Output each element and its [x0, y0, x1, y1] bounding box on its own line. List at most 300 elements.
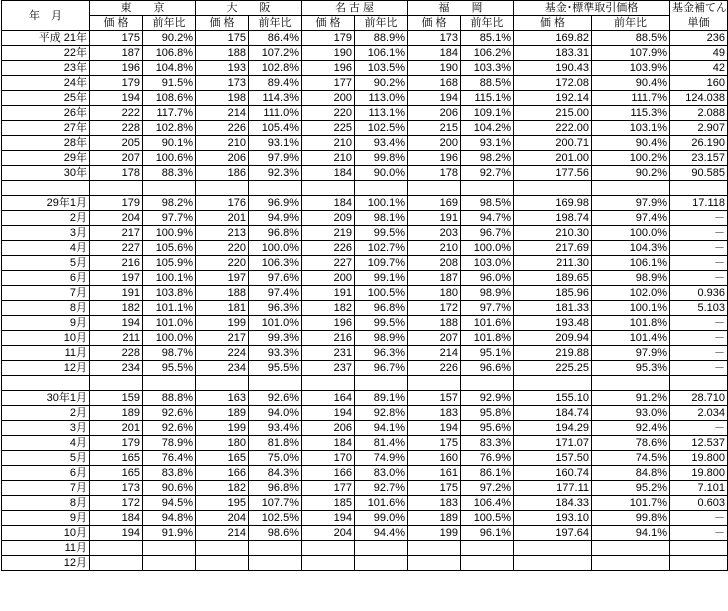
table-row — [2, 391, 728, 406]
header-price: 価 格 — [196, 16, 249, 31]
value-cell: 193.10 — [514, 511, 592, 526]
value-cell: 194.29 — [514, 421, 592, 436]
period-cell: 5月 — [2, 451, 90, 466]
spacer-cell — [143, 181, 196, 196]
value-cell: 169.98 — [514, 196, 592, 211]
value-cell: 103.5% — [355, 61, 408, 76]
table-row — [2, 511, 728, 526]
value-cell: 161 — [408, 466, 461, 481]
period-cell: 10月 — [2, 526, 90, 541]
value-cell: 96.0% — [461, 271, 514, 286]
value-cell: 196 — [302, 61, 355, 76]
value-cell: 187 — [90, 46, 143, 61]
value-cell: 102.5% — [249, 511, 302, 526]
value-cell: 187 — [408, 271, 461, 286]
value-cell: 163 — [196, 391, 249, 406]
value-cell: 184.33 — [514, 496, 592, 511]
value-cell — [461, 556, 514, 571]
value-cell: 92.7% — [461, 166, 514, 181]
spacer-row — [2, 181, 728, 196]
table-row — [2, 286, 728, 301]
value-cell: 194 — [302, 406, 355, 421]
value-cell — [670, 541, 728, 556]
value-cell — [408, 556, 461, 571]
value-cell: 181.33 — [514, 301, 592, 316]
value-cell — [249, 541, 302, 556]
value-cell: 171.07 — [514, 436, 592, 451]
value-cell: 92.8% — [355, 406, 408, 421]
value-cell: 166 — [196, 466, 249, 481]
value-cell: 234 — [90, 361, 143, 376]
value-cell: 95.5% — [143, 361, 196, 376]
period-cell: 2月 — [2, 406, 90, 421]
value-cell: 106.1% — [355, 46, 408, 61]
value-cell: 214 — [196, 526, 249, 541]
value-cell: 165 — [196, 451, 249, 466]
value-cell: 100.0% — [461, 241, 514, 256]
period-cell: 8月 — [2, 496, 90, 511]
value-cell: 101.4% — [592, 331, 670, 346]
value-cell: 216 — [302, 331, 355, 346]
value-cell: 207 — [90, 151, 143, 166]
value-cell: 90.1% — [143, 136, 196, 151]
value-cell: 198.74 — [514, 211, 592, 226]
value-cell: 183 — [408, 496, 461, 511]
value-cell: 26.190 — [670, 136, 728, 151]
value-cell: 98.2% — [461, 151, 514, 166]
period-cell: 3月 — [2, 421, 90, 436]
value-cell: 177 — [302, 481, 355, 496]
header-price: 価 格 — [90, 16, 143, 31]
table-row — [2, 76, 728, 91]
value-cell: 96.7% — [355, 361, 408, 376]
value-cell: 165 — [90, 451, 143, 466]
value-cell: 201 — [196, 211, 249, 226]
table-row — [2, 121, 728, 136]
value-cell: 106.4% — [461, 496, 514, 511]
spacer-cell — [408, 376, 461, 391]
value-cell: 209.94 — [514, 331, 592, 346]
value-cell: 96.8% — [355, 301, 408, 316]
period-cell: 30年1月 — [2, 391, 90, 406]
value-cell: 228 — [90, 346, 143, 361]
value-cell: 197 — [90, 271, 143, 286]
value-cell: 111.7% — [592, 91, 670, 106]
spacer-cell — [249, 181, 302, 196]
header-yoy: 前年比 — [461, 16, 514, 31]
value-cell: 83.0% — [355, 466, 408, 481]
value-cell: 177 — [302, 76, 355, 91]
value-cell: 98.2% — [143, 196, 196, 211]
value-cell: 222 — [90, 106, 143, 121]
header-yoy: 前年比 — [143, 16, 196, 31]
value-cell: 185.96 — [514, 286, 592, 301]
value-cell: 224 — [196, 346, 249, 361]
value-cell: 159 — [90, 391, 143, 406]
value-cell: 101.6% — [461, 316, 514, 331]
value-cell: 173 — [408, 31, 461, 46]
table-row — [2, 31, 728, 46]
value-cell: 173 — [90, 481, 143, 496]
period-cell: 12月 — [2, 361, 90, 376]
value-cell: 96.1% — [461, 526, 514, 541]
value-cell: 184 — [302, 166, 355, 181]
value-cell: 97.6% — [249, 271, 302, 286]
value-cell: 93.4% — [249, 421, 302, 436]
value-cell: 103.9% — [592, 61, 670, 76]
value-cell: 113.0% — [355, 91, 408, 106]
value-cell: 201 — [90, 421, 143, 436]
value-cell: 101.6% — [355, 496, 408, 511]
spacer-cell — [196, 376, 249, 391]
table-row — [2, 541, 728, 556]
value-cell: － — [670, 511, 728, 526]
value-cell: 101.8% — [461, 331, 514, 346]
value-cell: 234 — [196, 361, 249, 376]
value-cell: 92.9% — [461, 391, 514, 406]
value-cell: 88.5% — [592, 31, 670, 46]
value-cell: 101.8% — [592, 316, 670, 331]
value-cell: 196 — [408, 151, 461, 166]
value-cell: 168 — [408, 76, 461, 91]
value-cell: 206 — [196, 151, 249, 166]
value-cell: － — [670, 256, 728, 271]
table-row — [2, 61, 728, 76]
header-price: 価 格 — [302, 16, 355, 31]
value-cell — [592, 541, 670, 556]
value-cell: 103.0% — [461, 256, 514, 271]
value-cell: 210 — [302, 136, 355, 151]
value-cell: 226 — [302, 241, 355, 256]
value-cell: 197.64 — [514, 526, 592, 541]
value-cell: 207 — [408, 331, 461, 346]
value-cell: 106.1% — [592, 256, 670, 271]
value-cell: 188 — [196, 46, 249, 61]
value-cell: 215 — [408, 121, 461, 136]
value-cell: 83.8% — [143, 466, 196, 481]
period-cell: 8月 — [2, 301, 90, 316]
period-cell: 平成 21年 — [2, 31, 90, 46]
period-cell: 24年 — [2, 76, 90, 91]
value-cell: 188 — [196, 286, 249, 301]
header-price: 価 格 — [408, 16, 461, 31]
value-cell: 199 — [196, 316, 249, 331]
table-row — [2, 196, 728, 211]
value-cell: 97.7% — [461, 301, 514, 316]
header-yoy: 前年比 — [355, 16, 408, 31]
value-cell: 98.5% — [461, 196, 514, 211]
value-cell: 97.9% — [249, 151, 302, 166]
spacer-cell — [514, 181, 592, 196]
table-row — [2, 316, 728, 331]
value-cell: 42 — [670, 61, 728, 76]
period-cell: 10月 — [2, 331, 90, 346]
value-cell: 172.08 — [514, 76, 592, 91]
value-cell: 178 — [408, 166, 461, 181]
value-cell: 19.800 — [670, 451, 728, 466]
period-cell: 11月 — [2, 346, 90, 361]
value-cell: 100.0% — [249, 241, 302, 256]
period-cell: 25年 — [2, 91, 90, 106]
value-cell: 86.1% — [461, 466, 514, 481]
value-cell: 175 — [90, 31, 143, 46]
value-cell: 194 — [90, 91, 143, 106]
value-cell: 109.1% — [461, 106, 514, 121]
value-cell: 220 — [302, 106, 355, 121]
value-cell: 99.8% — [355, 151, 408, 166]
value-cell: 94.8% — [143, 511, 196, 526]
value-cell: 102.0% — [592, 286, 670, 301]
spacer-cell — [249, 376, 302, 391]
spacer-cell — [143, 376, 196, 391]
value-cell: 111.0% — [249, 106, 302, 121]
value-cell: 96.7% — [461, 226, 514, 241]
value-cell: 176 — [196, 196, 249, 211]
value-cell: 103.3% — [461, 61, 514, 76]
value-cell: 106.8% — [143, 46, 196, 61]
value-cell: 100.9% — [143, 226, 196, 241]
spacer-cell — [408, 181, 461, 196]
value-cell: 186 — [196, 166, 249, 181]
value-cell: 211 — [90, 331, 143, 346]
value-cell: 93.0% — [592, 406, 670, 421]
spacer-cell — [196, 181, 249, 196]
value-cell: 95.8% — [461, 406, 514, 421]
header-city-tokyo: 東 京 — [90, 1, 196, 16]
value-cell: 220 — [196, 256, 249, 271]
table-row — [2, 526, 728, 541]
value-cell: 76.4% — [143, 451, 196, 466]
value-cell: 92.6% — [143, 421, 196, 436]
value-cell: 88.9% — [355, 31, 408, 46]
value-cell: 101.7% — [592, 496, 670, 511]
value-cell: 100.1% — [355, 196, 408, 211]
value-cell: 237 — [302, 361, 355, 376]
value-cell: 96.6% — [461, 361, 514, 376]
value-cell: 155.10 — [514, 391, 592, 406]
value-cell: 184 — [302, 196, 355, 211]
value-cell: 169.82 — [514, 31, 592, 46]
value-cell: 101.0% — [143, 316, 196, 331]
value-cell: 96.9% — [249, 196, 302, 211]
value-cell: 226 — [196, 121, 249, 136]
value-cell: 205 — [90, 136, 143, 151]
value-cell — [196, 556, 249, 571]
value-cell: 115.1% — [461, 91, 514, 106]
value-cell: 206 — [408, 106, 461, 121]
value-cell: 95.6% — [461, 421, 514, 436]
value-cell: 23.157 — [670, 151, 728, 166]
header-city-nagoya: 名 古 屋 — [302, 1, 408, 16]
value-cell: 227 — [302, 256, 355, 271]
table-row — [2, 481, 728, 496]
period-cell: 23年 — [2, 61, 90, 76]
header-yoy: 前年比 — [592, 16, 670, 31]
value-cell: 222.00 — [514, 121, 592, 136]
value-cell: 200 — [302, 91, 355, 106]
value-cell: 213 — [196, 226, 249, 241]
value-cell: 107.2% — [249, 46, 302, 61]
value-cell: 192.14 — [514, 91, 592, 106]
value-cell: － — [670, 346, 728, 361]
value-cell: 179 — [302, 31, 355, 46]
value-cell: 180 — [408, 286, 461, 301]
value-cell — [670, 556, 728, 571]
value-cell: 91.2% — [592, 391, 670, 406]
value-cell: 99.8% — [592, 511, 670, 526]
value-cell: － — [670, 361, 728, 376]
period-cell: 22年 — [2, 46, 90, 61]
value-cell: 100.0% — [143, 331, 196, 346]
value-cell: － — [670, 226, 728, 241]
value-cell: 93.3% — [249, 346, 302, 361]
value-cell: 106.2% — [461, 46, 514, 61]
value-cell: 0.603 — [670, 496, 728, 511]
period-cell: 27年 — [2, 121, 90, 136]
value-cell: 107.9% — [592, 46, 670, 61]
value-cell: 189 — [90, 406, 143, 421]
table-row — [2, 436, 728, 451]
value-cell: 74.9% — [355, 451, 408, 466]
table-row — [2, 211, 728, 226]
value-cell: 104.2% — [461, 121, 514, 136]
value-cell: 177.56 — [514, 166, 592, 181]
value-cell: 231 — [302, 346, 355, 361]
value-cell — [143, 541, 196, 556]
value-cell: 169 — [408, 196, 461, 211]
value-cell: 101.1% — [143, 301, 196, 316]
value-cell: 217.69 — [514, 241, 592, 256]
value-cell: 219.88 — [514, 346, 592, 361]
price-table — [1, 0, 728, 571]
value-cell: 172 — [90, 496, 143, 511]
value-cell: － — [670, 316, 728, 331]
period-cell: 4月 — [2, 241, 90, 256]
value-cell: 164 — [302, 391, 355, 406]
value-cell: 98.7% — [143, 346, 196, 361]
value-cell: 160.74 — [514, 466, 592, 481]
value-cell: 90.4% — [592, 136, 670, 151]
value-cell: 160 — [670, 76, 728, 91]
value-cell: 49 — [670, 46, 728, 61]
value-cell: 191 — [408, 211, 461, 226]
value-cell: 88.5% — [461, 76, 514, 91]
table-row — [2, 451, 728, 466]
value-cell: 190 — [408, 61, 461, 76]
value-cell: 204 — [196, 511, 249, 526]
value-cell: 214 — [196, 106, 249, 121]
value-cell: 28.710 — [670, 391, 728, 406]
value-cell: 196 — [90, 61, 143, 76]
value-cell: 100.2% — [592, 151, 670, 166]
value-cell: 97.9% — [592, 346, 670, 361]
period-cell: 7月 — [2, 286, 90, 301]
header-period: 年 月 — [2, 1, 90, 31]
value-cell: 188 — [408, 316, 461, 331]
value-cell: 194 — [302, 511, 355, 526]
value-cell: 105.9% — [143, 256, 196, 271]
value-cell: 99.3% — [249, 331, 302, 346]
value-cell: 175 — [408, 481, 461, 496]
value-cell: 194 — [90, 316, 143, 331]
value-cell: － — [670, 271, 728, 286]
value-cell: 94.7% — [461, 211, 514, 226]
value-cell: 100.1% — [143, 271, 196, 286]
value-cell: 175 — [408, 436, 461, 451]
value-cell: 100.5% — [355, 286, 408, 301]
value-cell: 102.8% — [143, 121, 196, 136]
value-cell — [408, 541, 461, 556]
value-cell: 102.7% — [355, 241, 408, 256]
value-cell: 181 — [196, 301, 249, 316]
value-cell: 94.4% — [355, 526, 408, 541]
value-cell: 189 — [408, 511, 461, 526]
value-cell: 105.4% — [249, 121, 302, 136]
table-row — [2, 466, 728, 481]
value-cell — [302, 541, 355, 556]
spacer-cell — [670, 376, 728, 391]
value-cell: 93.1% — [249, 136, 302, 151]
period-cell: 12月 — [2, 556, 90, 571]
table-row — [2, 226, 728, 241]
value-cell: 215.00 — [514, 106, 592, 121]
value-cell: 100.5% — [461, 511, 514, 526]
value-cell: 94.1% — [592, 526, 670, 541]
value-cell: 92.6% — [143, 406, 196, 421]
spacer-cell — [355, 376, 408, 391]
period-cell: 6月 — [2, 466, 90, 481]
value-cell: 94.9% — [249, 211, 302, 226]
value-cell: 92.4% — [592, 421, 670, 436]
value-cell: 208 — [408, 256, 461, 271]
value-cell — [592, 556, 670, 571]
value-cell: 85.1% — [461, 31, 514, 46]
value-cell: 104.8% — [143, 61, 196, 76]
value-cell: 206 — [302, 421, 355, 436]
value-cell: 99.5% — [355, 226, 408, 241]
period-cell: 5月 — [2, 256, 90, 271]
value-cell: 95.2% — [592, 481, 670, 496]
value-cell: 94.0% — [249, 406, 302, 421]
value-cell: 93.4% — [355, 136, 408, 151]
value-cell: 210.30 — [514, 226, 592, 241]
value-cell: 99.5% — [355, 316, 408, 331]
value-cell: 217 — [196, 331, 249, 346]
value-cell: 195 — [196, 496, 249, 511]
value-cell: 90.0% — [355, 166, 408, 181]
value-cell — [90, 541, 143, 556]
value-cell: 78.9% — [143, 436, 196, 451]
value-cell: 7.101 — [670, 481, 728, 496]
value-cell: 182 — [196, 481, 249, 496]
header-kikin-price: 基金･標準取引価格 — [514, 1, 670, 16]
header-price: 価 格 — [514, 16, 592, 31]
header-row-1 — [2, 1, 728, 16]
value-cell: 98.9% — [355, 331, 408, 346]
spacer-cell — [670, 181, 728, 196]
value-cell: 88.3% — [143, 166, 196, 181]
period-cell: 7月 — [2, 481, 90, 496]
value-cell: 182 — [302, 301, 355, 316]
value-cell — [90, 556, 143, 571]
period-cell: 4月 — [2, 436, 90, 451]
value-cell: 95.5% — [249, 361, 302, 376]
spacer-cell — [90, 181, 143, 196]
value-cell: 109.7% — [355, 256, 408, 271]
value-cell — [196, 541, 249, 556]
header-row-2 — [2, 16, 728, 31]
value-cell: 170 — [302, 451, 355, 466]
